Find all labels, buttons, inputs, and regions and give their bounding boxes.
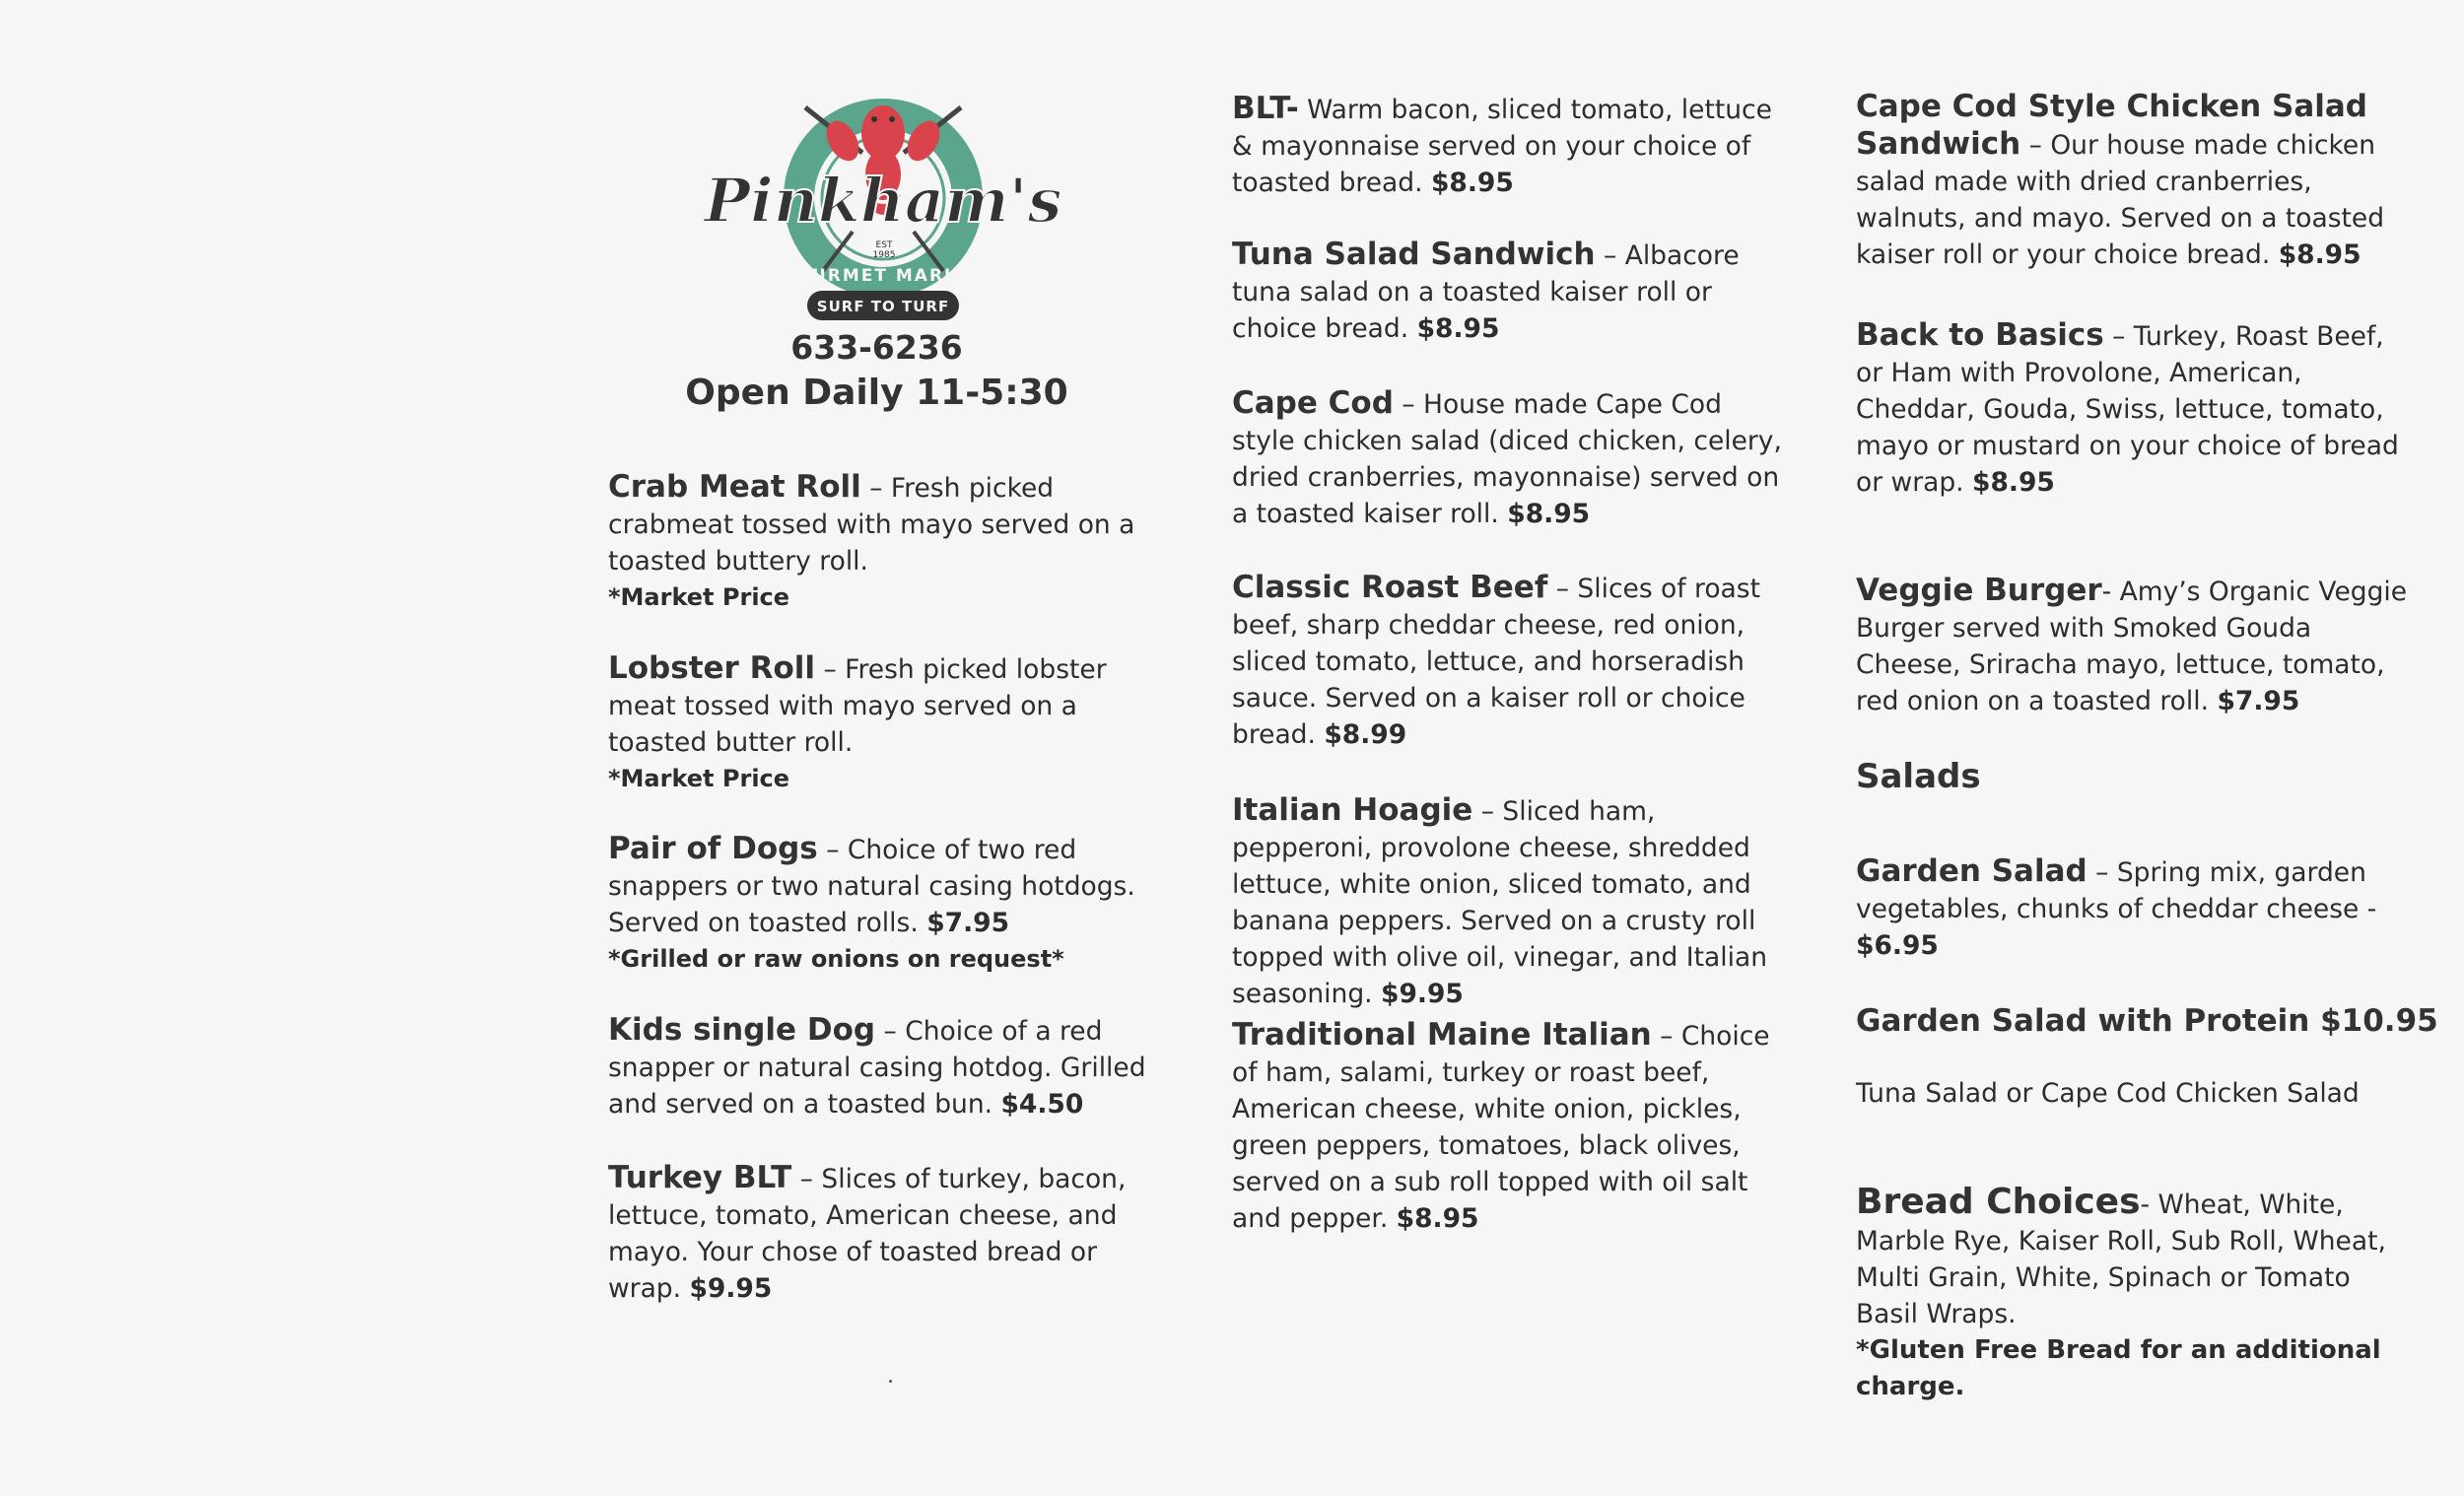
- item-price: $4.50: [1000, 1089, 1084, 1120]
- item-price: $7.95: [2217, 686, 2300, 716]
- pinkhams-logo: [704, 84, 1062, 322]
- protein-options: Tuna Salad or Cape Cod Chicken Salad: [1856, 1078, 2360, 1109]
- item-desc: – Sliced ham, pepperoni, provolone cheese, shredded lettuce, white onion, sliced tomato, and banana peppers. Served on a crusty roll topped with olive oil, vinegar, and Italian seasoning.: [1232, 796, 1768, 1009]
- item-desc: – House made Cape Cod style chicken salad (diced chicken, celery, dried cranberries, mayonnaise) served on a toasted kaiser roll.: [1232, 389, 1782, 529]
- item-note: *Grilled or raw onions on request*: [608, 945, 1064, 973]
- item-name: Italian Hoagie: [1232, 792, 1473, 828]
- item-price: $9.95: [689, 1273, 773, 1304]
- item-name: Crab Meat Roll: [608, 469, 861, 505]
- menu-item: [608, 1160, 1160, 1307]
- logo-est-label: EST: [875, 240, 893, 250]
- menu-item: [1856, 317, 2408, 501]
- item-price: $8.95: [1972, 467, 2055, 498]
- item-name: Traditional Maine Italian: [1232, 1017, 1652, 1053]
- item-desc: – Turkey, Roast Beef, or Ham with Provolone, American, Cheddar, Gouda, Swiss, lettuce, tomato, mayo or mustard on your choice of bread or wrap.: [1856, 321, 2399, 498]
- menu-item: [1856, 89, 2408, 273]
- item-name: Kids single Dog: [608, 1012, 876, 1048]
- item-desc: – Spring mix, garden vegetables, chunks of cheddar cheese -: [1856, 857, 2377, 924]
- paper-speck: [889, 1380, 892, 1383]
- item-name: Veggie Burger: [1856, 573, 2102, 608]
- item-price: $6.95: [1856, 930, 1939, 961]
- item-desc: – Fresh picked crabmeat tossed with mayo served on a toasted buttery roll.: [608, 473, 1135, 577]
- phone-number: 633-6236: [790, 328, 963, 367]
- item-name: Tuna Salad Sandwich: [1232, 237, 1596, 272]
- item-note: *Gluten Free Bread for an additional charge.: [1856, 1335, 2381, 1401]
- item-name: Cape Cod: [1232, 385, 1394, 421]
- salads-heading: Salads: [1856, 757, 1981, 796]
- menu-item: [1232, 792, 1784, 1012]
- menu-item: [608, 1012, 1160, 1122]
- item-price: $8.95: [1507, 499, 1591, 529]
- item-desc: – Choice of ham, salami, turkey or roast beef, American cheese, white onion, pickles, green peppers, tomatoes, black olives, served on a sub roll topped with oil salt and pepper.: [1232, 1021, 1770, 1234]
- logo-brand-text: Pinkham's: [704, 165, 1062, 237]
- item-price: $8.95: [1396, 1203, 1479, 1234]
- item-price: $8.95: [1416, 313, 1500, 344]
- item-name: Cape Cod Style Chicken Salad Sandwich: [1856, 89, 2367, 162]
- item-name: Back to Basics: [1856, 317, 2104, 353]
- item-desc: – Albacore tuna salad on a toasted kaiser roll or choice bread.: [1232, 240, 1740, 344]
- menu-item: [1232, 91, 1784, 201]
- menu-item: [1856, 573, 2408, 719]
- item-name: Lobster Roll: [608, 650, 816, 686]
- item-desc: – Our house made chicken salad made with dried cranberries, walnuts, and mayo. Served on a toasted kaiser roll or your choice bread.: [1856, 130, 2385, 270]
- logo-subbrand: GOURMET MARKET: [780, 266, 987, 286]
- item-desc: Warm bacon, sliced tomato, lettuce & mayonnaise served on your choice of toasted bread.: [1232, 95, 1772, 198]
- item-price: $8.99: [1324, 719, 1407, 750]
- item-note: *Market Price: [608, 765, 790, 792]
- item-price: $8.95: [2278, 239, 2361, 270]
- item-name: Classic Roast Beef: [1232, 570, 1548, 605]
- logo-est-year: 1985: [872, 250, 896, 260]
- item-desc: – Slices of roast beef, sharp cheddar cheese, red onion, sliced tomato, lettuce, and horseradish sauce. Served on a kaiser roll or choice bread.: [1232, 574, 1760, 750]
- item-price: $7.95: [926, 908, 1010, 938]
- item-note: *Market Price: [608, 583, 790, 611]
- menu-item: [1232, 237, 1784, 347]
- item-price: $9.95: [1381, 979, 1464, 1009]
- menu-item: [608, 831, 1160, 977]
- item-name: Turkey BLT: [608, 1160, 792, 1195]
- menu-item: [608, 650, 1160, 796]
- protein-salad-heading: Garden Salad with Protein $10.95: [1856, 1003, 2438, 1039]
- item-desc: – Choice of a red snapper or natural casing hotdog. Grilled and served on a toasted bun.: [608, 1016, 1146, 1120]
- menu-item: [1856, 853, 2408, 964]
- logo-tagline: SURF TO TURF: [816, 298, 950, 315]
- item-desc: - Amy’s Organic Veggie Burger served with Smoked Gouda Cheese, Sriracha mayo, lettuce, tomato, red onion on a toasted roll.: [1856, 577, 2408, 716]
- item-desc: - Wheat, White, Marble Rye, Kaiser Roll, Sub Roll, Wheat, Multi Grain, White, Spinach or Tomato Basil Wraps.: [1856, 1190, 2386, 1329]
- item-desc: – Slices of turkey, bacon, lettuce, tomato, American cheese, and mayo. Your chose of toasted bread or wrap.: [608, 1164, 1127, 1304]
- item-desc: – Fresh picked lobster meat tossed with mayo served on a toasted butter roll.: [608, 654, 1107, 758]
- menu-item: [1232, 1017, 1784, 1237]
- menu-item: [608, 469, 1160, 615]
- item-price: $8.95: [1430, 168, 1514, 198]
- item-desc: – Choice of two red snappers or two natural casing hotdogs. Served on toasted rolls.: [608, 835, 1135, 938]
- menu-item: [1232, 570, 1784, 753]
- bread-choices: [1856, 1184, 2408, 1405]
- opening-hours: Open Daily 11-5:30: [685, 373, 1068, 413]
- item-name: Pair of Dogs: [608, 831, 818, 866]
- item-name: BLT-: [1232, 91, 1299, 126]
- menu-item: [1232, 385, 1784, 532]
- item-name: Bread Choices: [1856, 1182, 2141, 1222]
- item-name: Garden Salad: [1856, 853, 2088, 889]
